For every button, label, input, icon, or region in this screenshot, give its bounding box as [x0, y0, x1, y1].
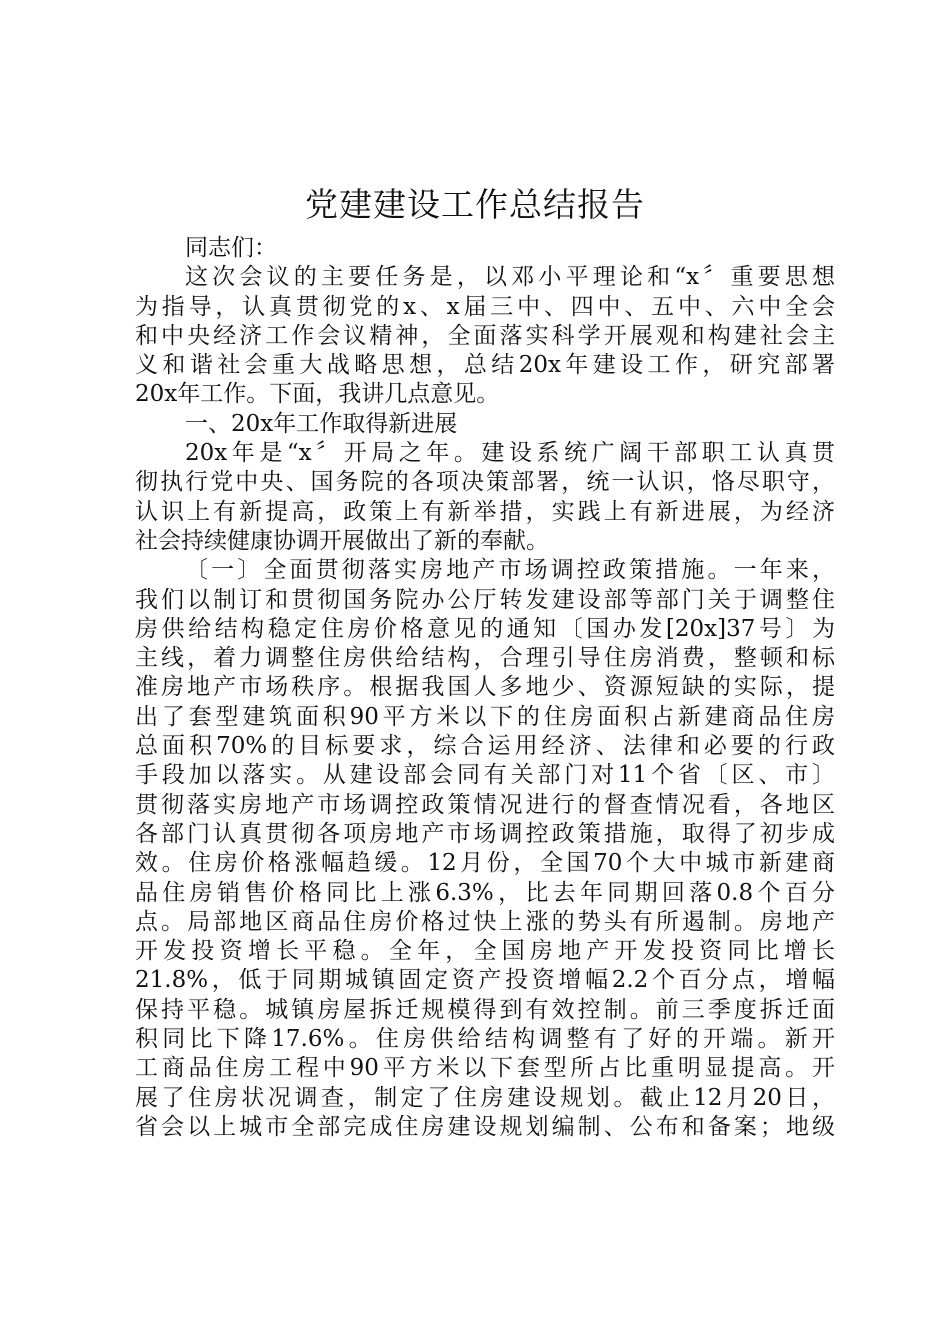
body-line: 同志们：	[185, 235, 277, 261]
body-line: 手段加以落实。从建设部会同有关部门对11个省〔区、市〕	[135, 762, 835, 789]
body-line: 20x年是“x〞开局之年。建设系统广阔干部职工认真贯	[185, 440, 835, 467]
body-line: 这次会议的主要任务是，以邓小平理论和“x〞重要思想	[185, 264, 835, 291]
body-line: 21.8%，低于同期城镇固定资产投资增幅2.2个百分点，增幅	[135, 967, 835, 994]
body-line: 开发投资增长平稳。全年，全国房地产开发投资同比增长	[135, 938, 835, 965]
body-line: 义和谐社会重大战略思想，总结20x年建设工作，研究部署	[135, 352, 835, 379]
body-line: 省会以上城市全部完成住房建设规划编制、公布和备案；地级	[135, 1113, 835, 1140]
body-line: 准房地产市场秩序。根据我国人多地少、资源短缺的实际，提	[135, 674, 835, 701]
body-line: 贯彻落实房地产市场调控政策情况进行的督查情况看，各地区	[135, 791, 835, 818]
body-line: 展了住房状况调查，制定了住房建设规划。截止12月20日，	[135, 1084, 835, 1111]
body-line: 各部门认真贯彻各项房地产市场调控政策措施，取得了初步成	[135, 820, 835, 847]
document-body	[135, 234, 835, 1142]
body-line: 总面积70%的目标要求，综合运用经济、法律和必要的行政	[135, 733, 835, 760]
body-line: 工商品住房工程中90平方米以下套型所占比重明显提高。开	[135, 1055, 835, 1082]
body-line: 和中央经济工作会议精神，全面落实科学开展观和构建社会主	[135, 322, 835, 349]
document-title: 党建建设工作总结报告	[305, 185, 645, 224]
body-line: 品住房销售价格同比上涨6.3%，比去年同期回落0.8个百分	[135, 879, 835, 906]
body-line: 效。住房价格涨幅趋缓。12月份，全国70个大中城市新建商	[135, 850, 835, 877]
body-line: 认识上有新提高，政策上有新举措，实践上有新进展，为经济	[135, 498, 835, 525]
body-line: 〔一〕全面贯彻落实房地产市场调控政策措施。一年来，	[185, 557, 835, 584]
body-line: 积同比下降17.6%。住房供给结构调整有了好的开端。新开	[135, 1026, 835, 1053]
body-line: 彻执行党中央、国务院的各项决策部署，统一认识，恪尽职守，	[135, 469, 835, 496]
body-line: 我们以制订和贯彻国务院办公厅转发建设部等部门关于调整住	[135, 586, 835, 613]
body-line: 一、20x年工作取得新进展	[185, 410, 458, 437]
body-line: 社会持续健康协调开展做出了新的奉献。	[135, 527, 549, 554]
body-line: 保持平稳。城镇房屋拆迁规模得到有效控制。前三季度拆迁面	[135, 996, 835, 1023]
body-line: 为指导，认真贯彻党的x、x届三中、四中、五中、六中全会	[135, 293, 835, 320]
body-line: 主线，着力调整住房供给结构，合理引导住房消费，整顿和标	[135, 645, 835, 672]
body-line: 房供给结构稳定住房价格意见的通知〔国办发[20x]37号〕为	[135, 615, 835, 642]
body-line: 出了套型建筑面积90平方米以下的住房面积占新建商品住房	[135, 703, 835, 730]
body-line: 20x年工作。下面，我讲几点意见。	[135, 381, 500, 408]
body-line: 点。局部地区商品住房价格过快上涨的势头有所遏制。房地产	[135, 908, 835, 935]
